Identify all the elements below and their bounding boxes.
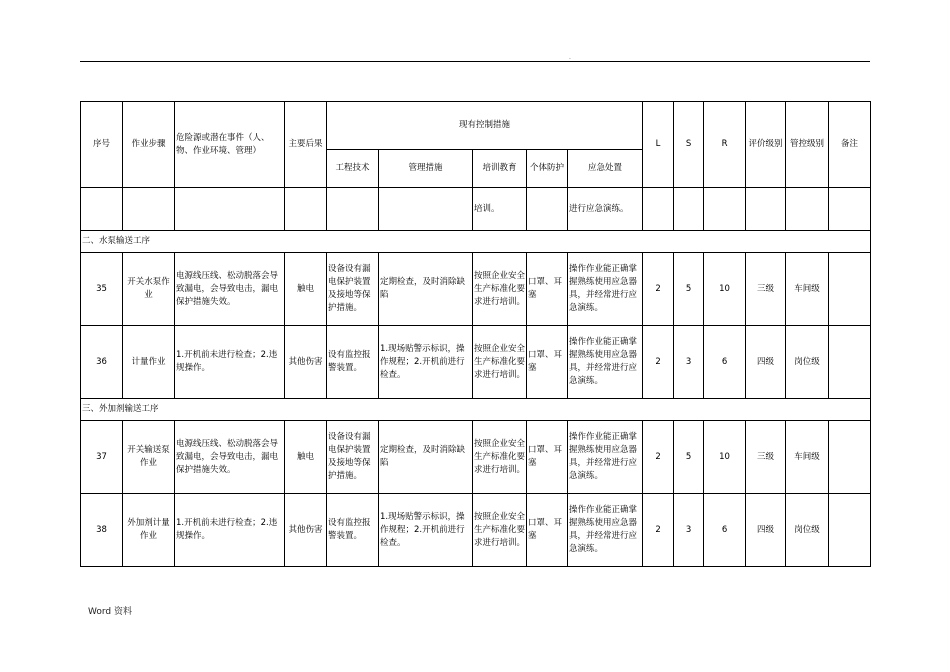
col-header-ppe: 个体防护 [527,150,568,188]
cell-ppe: 口罩、耳塞 [527,421,568,494]
cell-eval-level: 三级 [746,421,786,494]
footer-label: Word 资料 [88,607,132,617]
cell-emergency: 进行应急演练。 [568,188,643,231]
cell-eval-level: 三级 [746,253,786,326]
section-title: 三、外加剂输送工序 [81,399,871,421]
cell-training: 按照企业安全生产标准化要求进行培训。 [473,494,527,567]
cell-hazard: 电源线压线、松动脱落会导致漏电，会导致电击，漏电保护措施失效。 [175,421,285,494]
cell-seq: 38 [81,494,123,567]
col-header-management: 管理措施 [379,150,473,188]
table-row [81,253,871,326]
cell-step: 开关水泵作业 [123,253,175,326]
col-header-eval-level: 评价级别 [746,102,786,188]
cell-L: 2 [643,326,674,399]
section-header-row [81,399,871,421]
cell-hazard: 电源线压线、松动脱落会导致漏电，会导致电击，漏电保护措施失效。 [175,253,285,326]
col-header-remark: 备注 [829,102,871,188]
col-header-R: R [704,102,746,188]
cell-hazard: 1.开机前未进行检查；2.违规操作。 [175,494,285,567]
cell-remark [829,326,871,399]
cell-R: 10 [704,421,746,494]
table-row [81,421,871,494]
cell-step: 外加剂计量作业 [123,494,175,567]
cell-emergency: 操作作业能正确掌握熟练使用应急器具，并经常进行应急演练。 [568,494,643,567]
cell-ppe [527,188,568,231]
cell-R: 6 [704,494,746,567]
col-header-consequence: 主要后果 [285,102,327,188]
cell-control-level: 岗位级 [786,326,829,399]
cell-engineering: 设有监控报警装置。 [327,326,379,399]
cell-control-level [786,188,829,231]
cell-S [674,188,704,231]
cell-engineering: 设备设有漏电保护装置及接地等保护措施。 [327,421,379,494]
cell-eval-level: 四级 [746,494,786,567]
cell-hazard: 1.开机前未进行检查；2.违规操作。 [175,326,285,399]
cell-control-level: 车间级 [786,421,829,494]
cell-control-level: 岗位级 [786,494,829,567]
cell-ppe: 口罩、耳塞 [527,253,568,326]
cell-S: 3 [674,494,704,567]
cell-S: 5 [674,253,704,326]
header-rule [80,61,870,62]
cell-L: 2 [643,494,674,567]
table-body [81,102,871,567]
cell-hazard [175,188,285,231]
cell-ppe: 口罩、耳塞 [527,326,568,399]
cell-S: 5 [674,421,704,494]
col-header-step: 作业步骤 [123,102,175,188]
cell-R: 10 [704,253,746,326]
cell-R: 6 [704,326,746,399]
cell-emergency: 操作作业能正确掌握熟练使用应急器具，并经常进行应急演练。 [568,253,643,326]
col-header-seq: 序号 [81,102,123,188]
cell-management [379,188,473,231]
cell-remark [829,421,871,494]
table-row [81,326,871,399]
cell-S: 3 [674,326,704,399]
cell-R [704,188,746,231]
continuation-row [81,188,871,231]
cell-management: 1.现场贴警示标识，操作规程；2.开机前进行检查。 [379,494,473,567]
cell-consequence: 其他伤害 [285,326,327,399]
col-header-control-level: 管控级别 [786,102,829,188]
col-header-hazard: 危险源或潜在事件（人、物、作业环境、管理） [175,102,285,188]
cell-seq: 37 [81,421,123,494]
cell-ppe: 口罩、耳塞 [527,494,568,567]
cell-training: 按照企业安全生产标准化要求进行培训。 [473,326,527,399]
cell-emergency: 操作作业能正确掌握熟练使用应急器具，并经常进行应急演练。 [568,326,643,399]
cell-engineering: 设备设有漏电保护装置及接地等保护措施。 [327,253,379,326]
section-title: 二、水泵输送工序 [81,231,871,253]
cell-step: 计量作业 [123,326,175,399]
cell-seq: 36 [81,326,123,399]
cell-seq: 35 [81,253,123,326]
cell-L: 2 [643,253,674,326]
cell-engineering: 设有监控报警装置。 [327,494,379,567]
cell-remark [829,494,871,567]
cell-step [123,188,175,231]
col-header-engineering: 工程技术 [327,150,379,188]
table-row [81,494,871,567]
risk-assessment-table [80,101,871,567]
cell-management: 1.现场贴警示标识，操作规程；2.开机前进行检查。 [379,326,473,399]
cell-management: 定期检查，及时消除缺陷 [379,421,473,494]
section-header-row [81,231,871,253]
cell-L [643,188,674,231]
cell-remark [829,253,871,326]
cell-consequence: 触电 [285,253,327,326]
cell-consequence: 其他伤害 [285,494,327,567]
cell-remark [829,188,871,231]
cell-engineering [327,188,379,231]
header-row-1 [81,102,871,150]
cell-eval-level [746,188,786,231]
cell-emergency: 操作作业能正确掌握熟练使用应急器具，并经常进行应急演练。 [568,421,643,494]
col-header-emergency: 应急处置 [568,150,643,188]
cell-training: 按照企业安全生产标准化要求进行培训。 [473,421,527,494]
header-mark: · [569,56,571,63]
cell-consequence [285,188,327,231]
cell-management: 定期检查，及时消除缺陷 [379,253,473,326]
cell-training: 培训。 [473,188,527,231]
cell-L: 2 [643,421,674,494]
cell-training: 按照企业安全生产标准化要求进行培训。 [473,253,527,326]
col-header-L: L [643,102,674,188]
cell-consequence: 触电 [285,421,327,494]
cell-eval-level: 四级 [746,326,786,399]
cell-seq [81,188,123,231]
col-header-training: 培训教育 [473,150,527,188]
cell-step: 开关输送泵作业 [123,421,175,494]
cell-control-level: 车间级 [786,253,829,326]
col-header-controls: 现有控制措施 [327,102,643,150]
col-header-S: S [674,102,704,188]
